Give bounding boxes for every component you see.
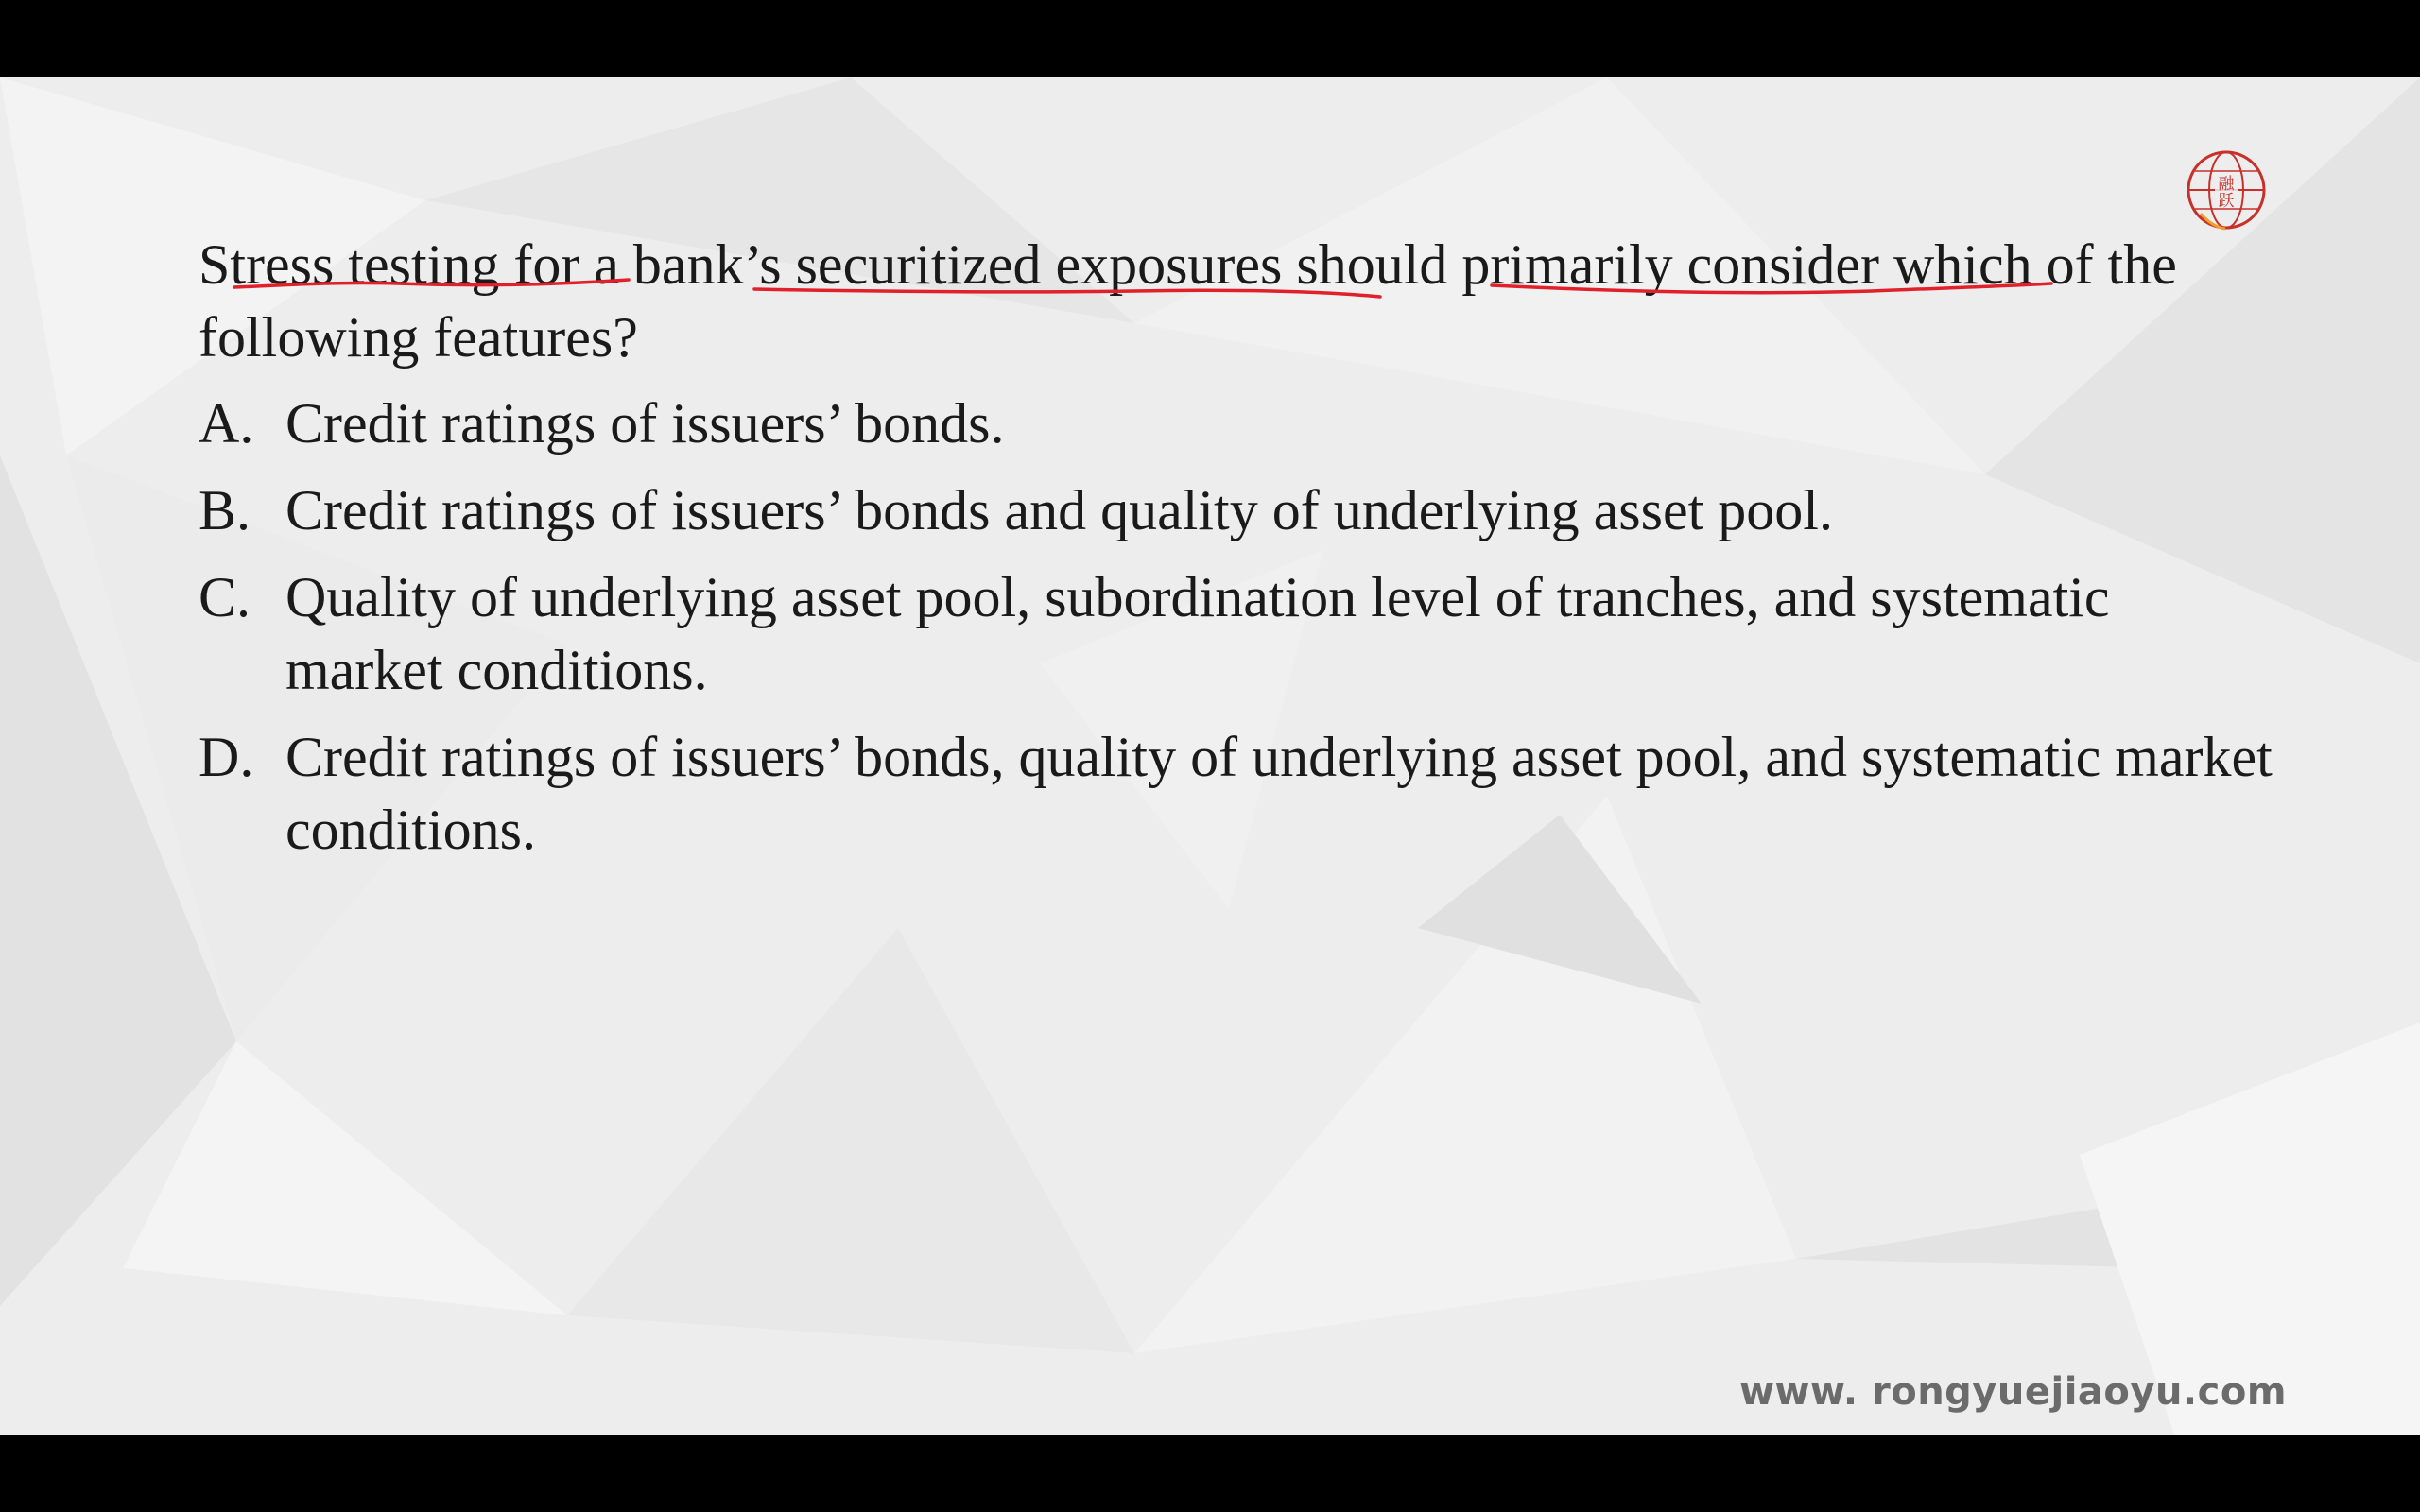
question-stem: Stress testing for a bank’s securitized exposures should primarily consider which of the following features? [199,233,2177,369]
option-letter: C. [199,566,251,628]
question-block [199,229,2278,881]
svg-text:跃: 跃 [2218,192,2235,211]
option-letter: D. [199,726,254,788]
option-a [199,387,2278,460]
option-text: Credit ratings of issuers’ bonds and quality of underlying asset pool. [285,479,1833,541]
seal-logo-icon [2184,147,2269,232]
slide [0,77,2420,1435]
option-text: Credit ratings of issuers’ bonds, quality of underlying asset pool, and systematic market conditions. [285,726,2273,861]
option-letter: B. [199,479,251,541]
option-b [199,474,2278,547]
option-d [199,721,2278,867]
svg-text:融: 融 [2218,175,2235,194]
option-c [199,561,2278,707]
option-text: Credit ratings of issuers’ bonds. [285,392,1005,455]
option-letter: A. [199,392,254,455]
option-text: Quality of underlying asset pool, subordination level of tranches, and systematic market conditions. [285,566,2110,701]
website-url: www. rongyuejiaoyu.com [1739,1370,2287,1414]
